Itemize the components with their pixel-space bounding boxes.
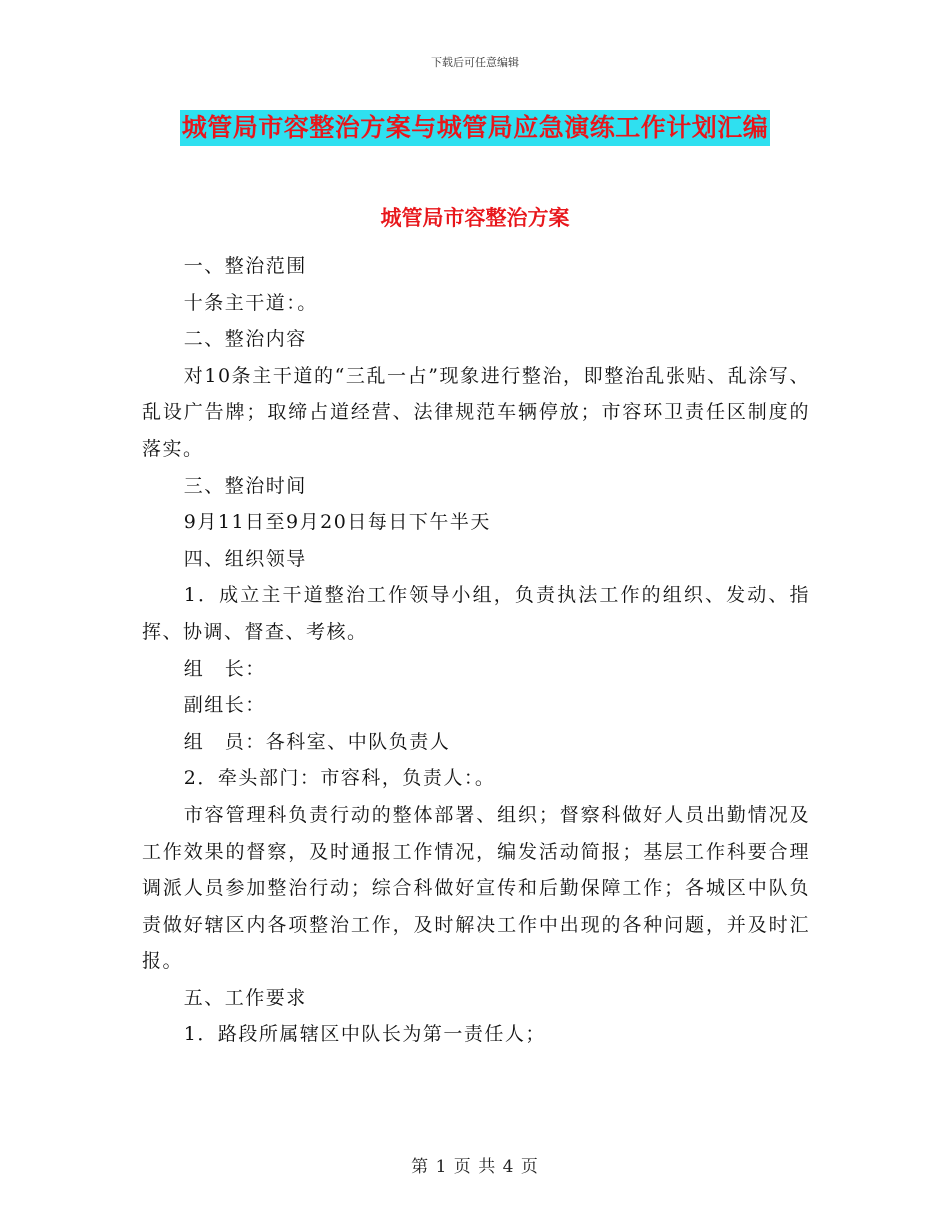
- paragraph: 一、整治范围: [183, 255, 307, 277]
- main-title: 城管局市容整治方案与城管局应急演练工作计划汇编: [180, 110, 771, 146]
- document-body: [142, 248, 810, 1053]
- page-header-note: 下载后可任意编辑: [431, 56, 519, 69]
- page-number: 第 1 页 共 4 页: [411, 1157, 539, 1177]
- paragraph: 三、整治时间: [183, 474, 307, 497]
- paragraph: 四、组织领导: [183, 547, 307, 570]
- paragraph: 五、工作要求: [183, 986, 307, 1009]
- paragraph: 对10条主干道的“三乱一占”现象进行整治，即整治乱张贴、乱涂写、乱设广告牌；取缔占道经营、法律规范车辆停放；市容环卫责任区制度的落实。: [142, 364, 810, 460]
- paragraph: 2．牵头部门：市容科，负责人：。: [183, 767, 496, 790]
- paragraph: 1．成立主干道整治工作领导小组，负责执法工作的组织、发动、指挥、协调、督查、考核。: [142, 584, 810, 643]
- main-title-container: [0, 110, 950, 146]
- paragraph: 组 长：: [183, 657, 266, 680]
- paragraph: 组 员：各科室、中队负责人: [183, 730, 451, 753]
- paragraph: 二、整治内容: [183, 328, 307, 351]
- section-title: 城管局市容整治方案: [380, 206, 570, 230]
- paragraph: 1．路段所属辖区中队长为第一责任人；: [183, 1023, 546, 1046]
- paragraph: 9月11日至9月20日每日下午半天: [183, 511, 491, 534]
- paragraph: 十条主干道：。: [183, 291, 318, 314]
- paragraph: 副组长：: [183, 694, 266, 717]
- paragraph: 市容管理科负责行动的整体部署、组织；督察科做好人员出勤情况及工作效果的督察，及时通报工作情况，编发活动简报；基层工作科要合理调派人员参加整治行动；综合科做好宣传和后勤保障工作；各城区中队负责做好辖区内各项整治工作，及时解决工作中出现的各种问题，并及时汇报。: [142, 803, 810, 973]
